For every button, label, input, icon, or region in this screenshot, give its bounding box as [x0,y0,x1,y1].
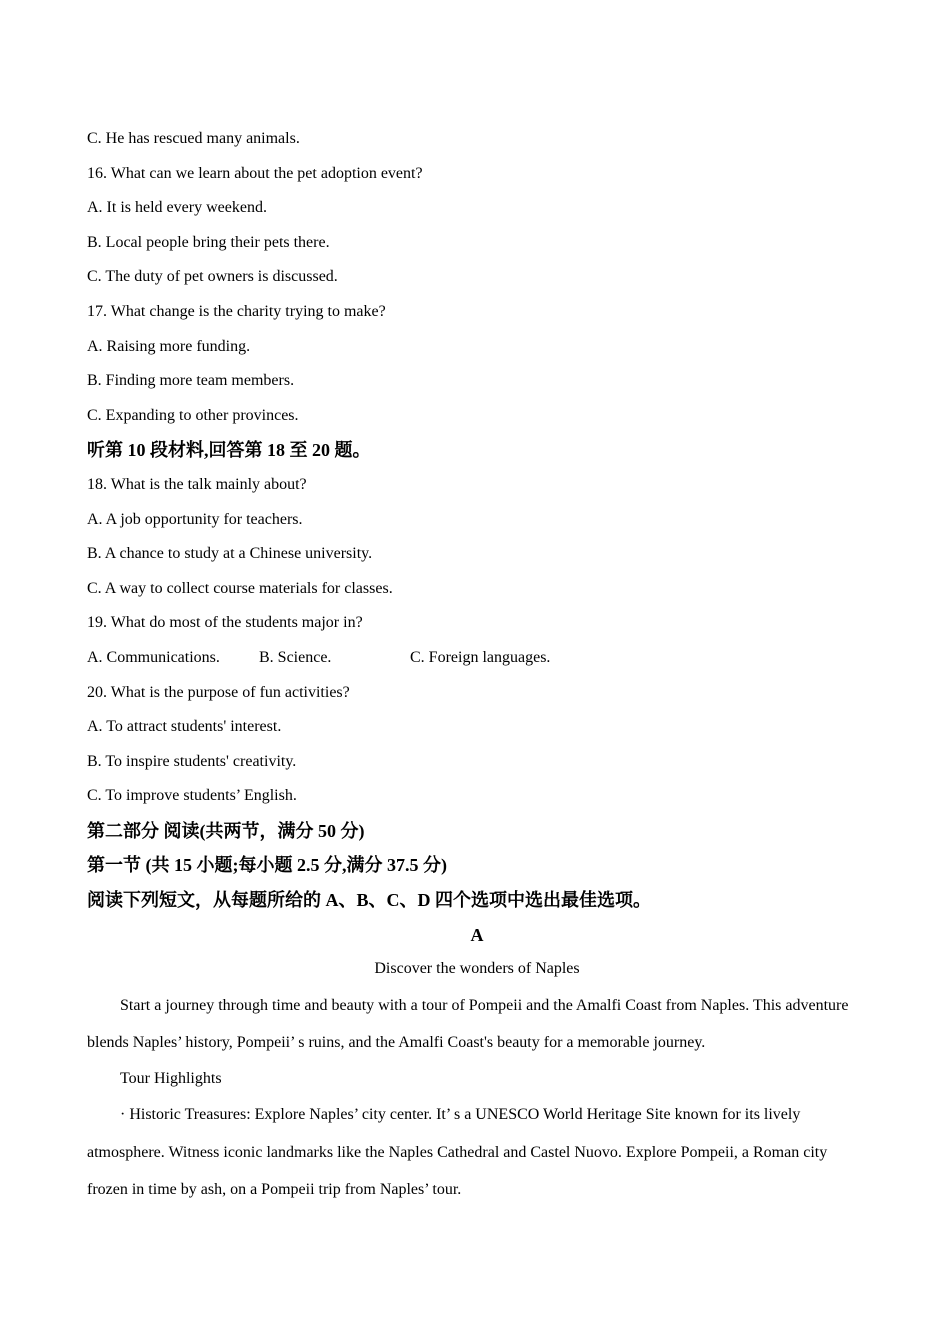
q20-option-a: A. To attract students' interest. [87,718,282,736]
passage-intro: Start a journey through time and beauty with a tour of Pompeii and the Amalfi Coast from Naples. This adventure blends Naples’ history, Pompeii’ s ruins, and the Amalfi Coast's beauty for a memorable journey. [87,996,849,1052]
part2-heading: 第二部分 阅读(共两节，满分 50 分) [87,820,365,841]
option-line: A. It is held every weekend. [87,199,267,217]
option-line: A. Raising more funding. [87,337,251,355]
q20-option-c: C. To improve students’ English. [87,787,297,805]
q19-option-c: C. Foreign languages. [410,648,551,666]
q19-options-row [87,641,867,676]
q20-option-b: B. To inspire students' creativity. [87,752,297,770]
option-line: C. Expanding to other provinces. [87,406,299,424]
question-19: 19. What do most of the students major in? [87,614,363,632]
q18-option-c: C. A way to collect course materials for classes. [87,579,393,597]
question-18: 18. What is the talk mainly about? [87,475,307,493]
q19-option-a: A. Communications. [87,648,220,666]
highlight-historic-treasures: · Historic Treasures: Explore Naples’ city center. It’ s a UNESCO World Heritage Site known for its lively atmosphere. Witness iconic landmarks like the Naples Cathedral and Castel Nuovo. Explore Pompeii, a Roman city frozen in time by ash, on a Pompeii trip from Naples’ tour. [87,1106,828,1199]
question-20: 20. What is the purpose of fun activities? [87,683,350,701]
passage-title: Discover the wonders of Naples [374,960,580,978]
option-line: B. Local people bring their pets there. [87,233,330,251]
tour-highlights-label: Tour Highlights [120,1069,222,1087]
question-line: 16. What can we learn about the pet adoption event? [87,164,423,182]
passage-letter: A [470,924,484,945]
option-line: C. He has rescued many animals. [87,130,300,147]
reading-instruction: 阅读下列短文，从每题所给的 A、B、C、D 四个选项中选出最佳选项。 [87,890,651,911]
option-line: B. Finding more team members. [87,372,295,390]
option-line: C. The duty of pet owners is discussed. [87,268,338,286]
q18-option-b: B. A chance to study at a Chinese university. [87,545,373,563]
q18-option-a: A. A job opportunity for teachers. [87,510,303,528]
q19-option-b: B. Science. [259,648,332,666]
section1-heading: 第一节 (共 15 小题;每小题 2.5 分,满分 37.5 分) [87,855,447,876]
section-heading-listening-10: 听第 10 段材料,回答第 18 至 20 题。 [87,440,371,461]
question-line: 17. What change is the charity trying to make? [87,302,386,320]
document-page [87,122,867,1209]
